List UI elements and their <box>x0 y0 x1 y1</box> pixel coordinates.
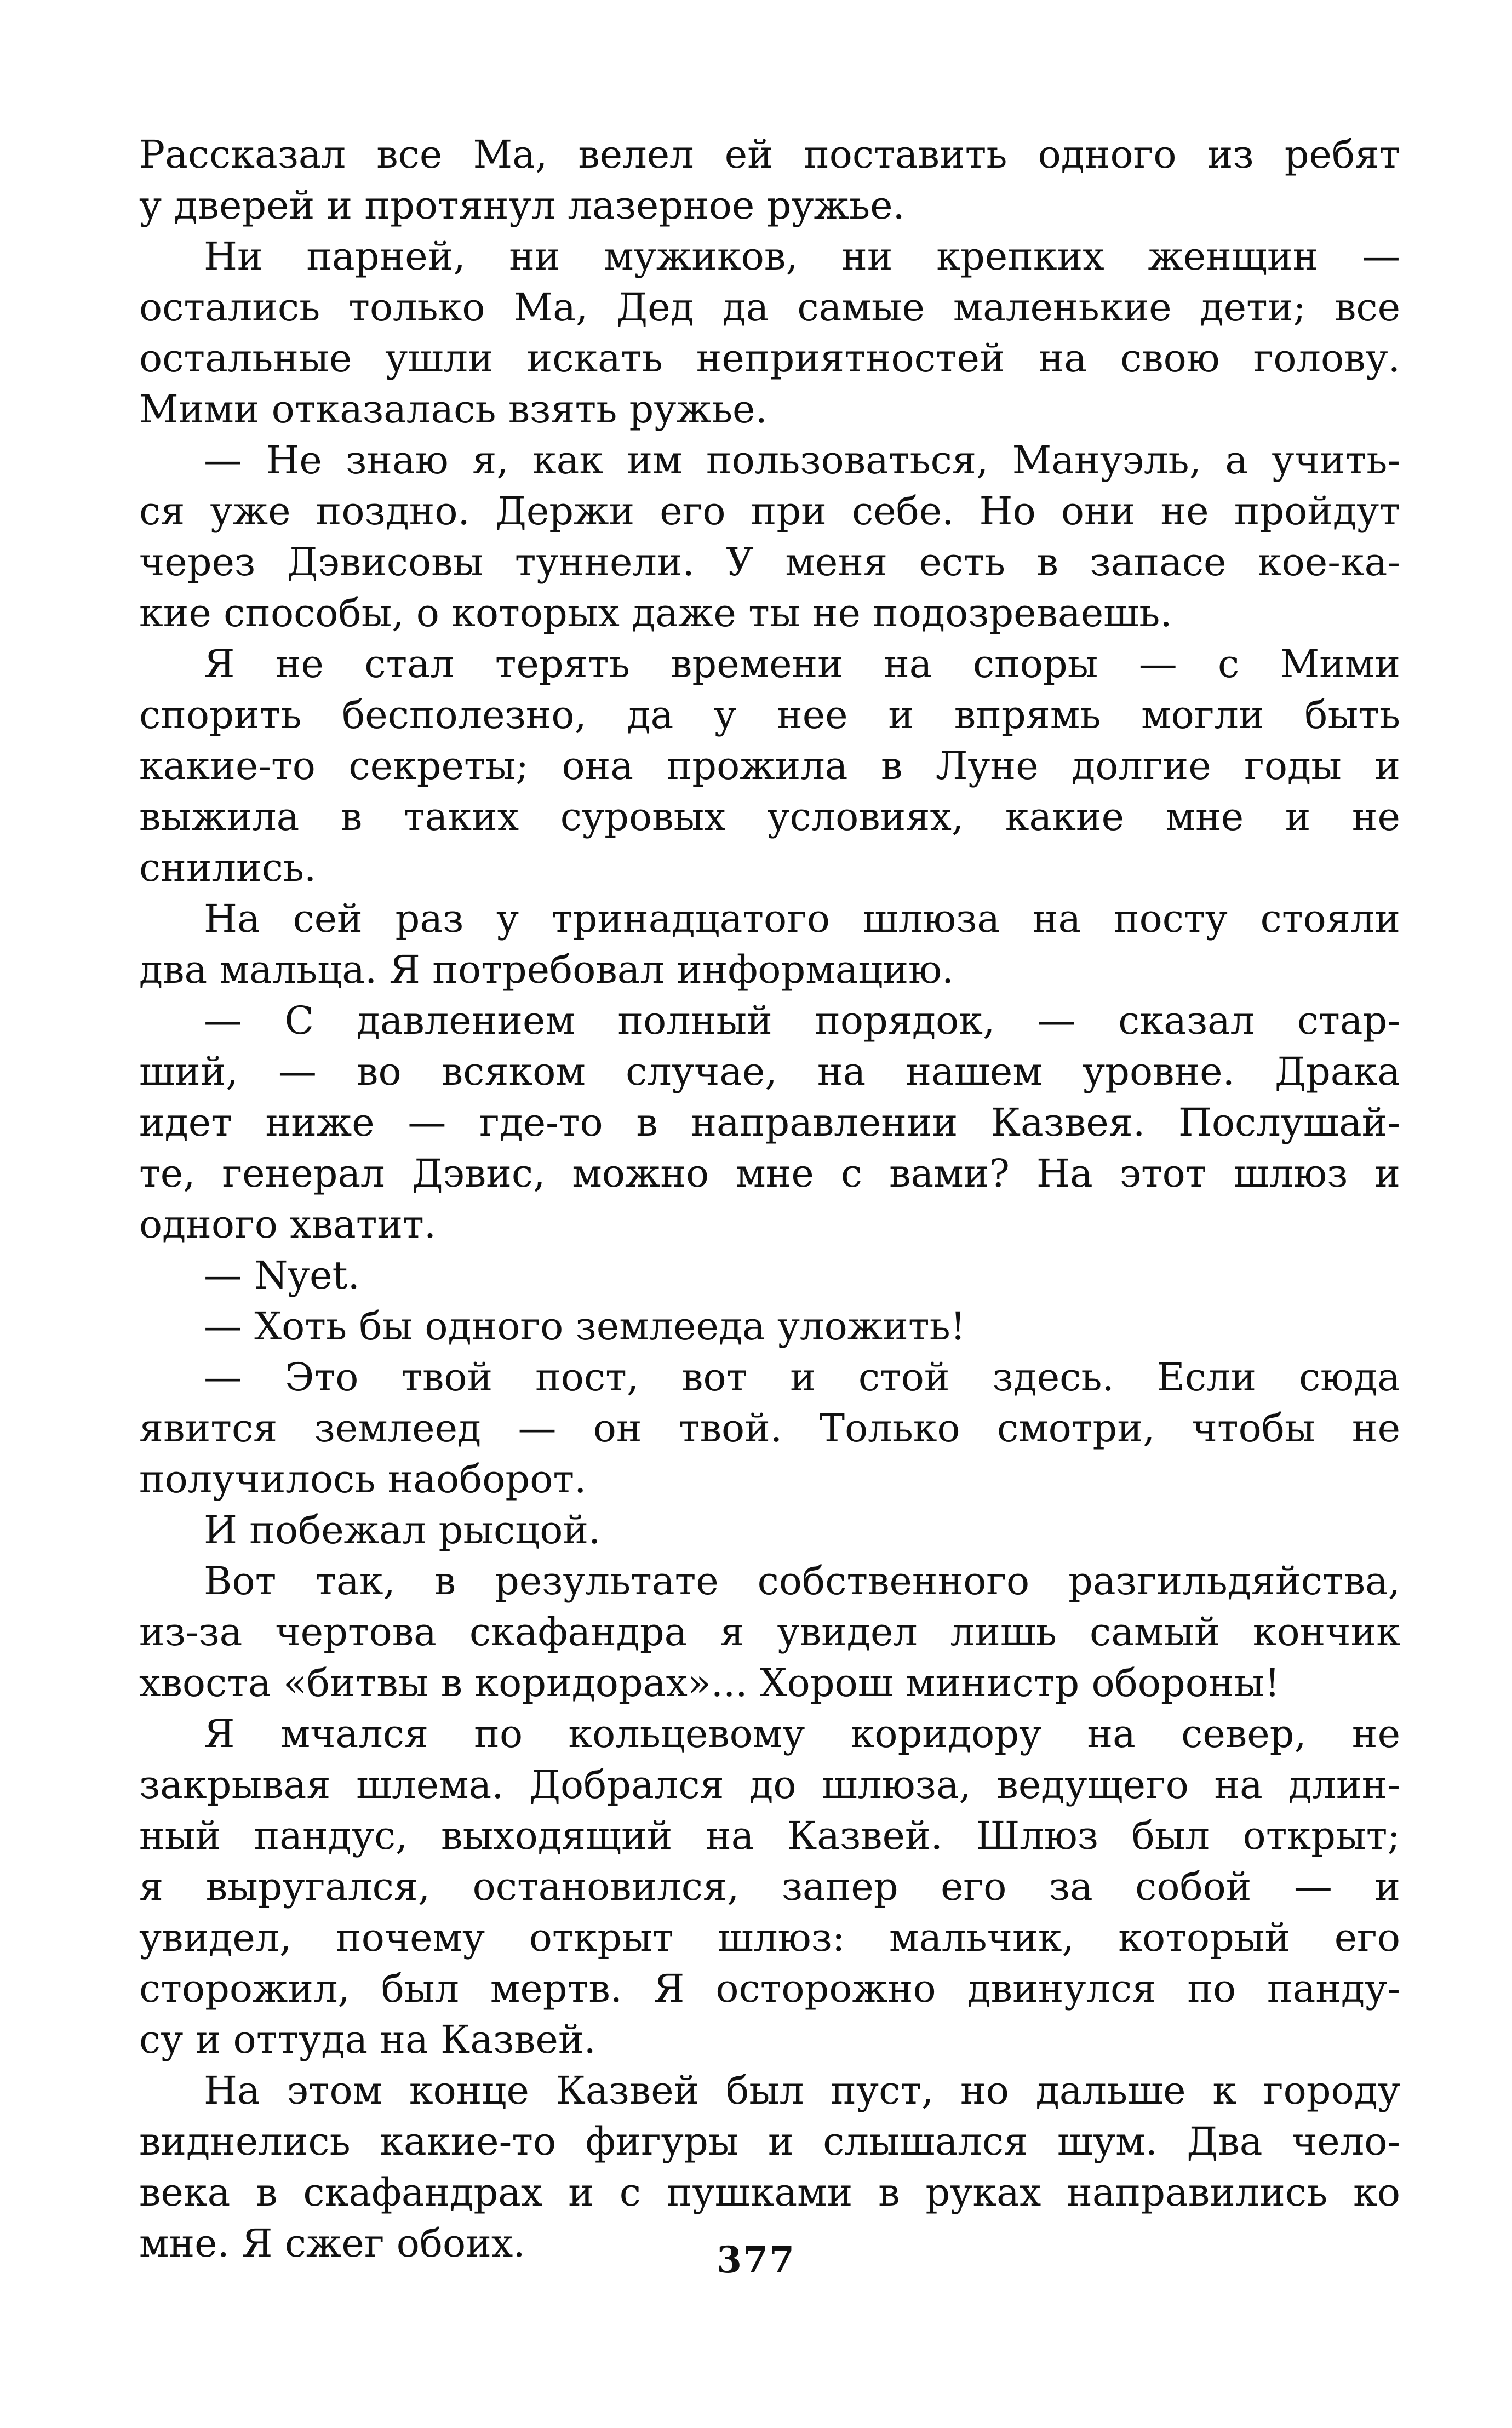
text-line: через Дэвисовы туннели. У меня есть в запасе кое-ка- <box>139 540 1400 585</box>
text-line: какие-то секреты; она прожила в Луне долгие годы и <box>139 743 1400 788</box>
text-line: спорить бесполезно, да у нее и впрямь могли быть <box>139 692 1400 737</box>
text-line: одного хватит. <box>139 1202 437 1247</box>
text-line: ся уже поздно. Держи его при себе. Но они не пройдут <box>139 489 1400 534</box>
text-line: ный пандус, выходящий на Казвей. Шлюз был открыт; <box>139 1813 1400 1858</box>
text-line: снились. <box>139 845 317 890</box>
text-line: Я мчался по кольцевому коридору на север, не <box>204 1711 1400 1756</box>
text-line: Рассказал все Ма, велел ей поставить одного из ребят <box>139 132 1400 177</box>
text-line: явится землеед — он твой. Только смотри, чтобы не <box>139 1406 1400 1451</box>
text-line: И побежал рысцой. <box>204 1508 601 1553</box>
text-line: Вот так, в результате собственного разгильдяйства, <box>204 1559 1400 1604</box>
text-line: Ни парней, ни мужиков, ни крепких женщин — <box>204 234 1400 279</box>
text-line: — Хоть бы одного землееда уложить! <box>204 1304 966 1349</box>
text-line: — Nyet. <box>204 1253 360 1298</box>
text-line: те, генерал Дэвис, можно мне с вами? На этот шлюз и <box>139 1151 1400 1196</box>
text-line: ший, — во всяком случае, на нашем уровне. Драка <box>139 1049 1400 1094</box>
text-line: века в скафандрах и с пушками в руках направились ко <box>139 2170 1400 2215</box>
text-line: су и оттуда на Казвей. <box>139 2017 596 2062</box>
text-line: у дверей и протянул лазерное ружье. <box>139 183 905 228</box>
text-line: остались только Ма, Дед да самые маленькие дети; все <box>139 285 1400 330</box>
page-text <box>139 129 1400 2269</box>
text-line: На сей раз у тринадцатого шлюза на посту стояли <box>204 896 1400 941</box>
text-line: увидел, почему открыт шлюз: мальчик, который его <box>139 1915 1400 1960</box>
text-line: мне. Я сжег обоих. <box>139 2221 525 2266</box>
text-line: сторожил, был мертв. Я осторожно двинулся по панду- <box>139 1966 1400 2011</box>
text-line: — Не знаю я, как им пользоваться, Мануэль, а учить- <box>204 438 1400 483</box>
text-line: получилось наоборот. <box>139 1457 587 1502</box>
text-line: хвоста «битвы в коридорах»... Хорош министр обороны! <box>139 1660 1280 1705</box>
text-line: Я не стал терять времени на споры — с Мими <box>204 642 1400 686</box>
text-line: идет ниже — где-то в направлении Казвея. Послушай- <box>139 1100 1400 1145</box>
page-number: 377 <box>717 2238 795 2281</box>
text-line: На этом конце Казвей был пуст, но дальше к городу <box>204 2068 1400 2113</box>
text-line: остальные ушли искать неприятностей на свою голову. <box>139 336 1400 381</box>
text-line: из-за чертова скафандра я увидел лишь самый кончик <box>139 1610 1400 1654</box>
text-line: два мальца. Я потребовал информацию. <box>139 947 954 992</box>
text-line: я выругался, остановился, запер его за собой — и <box>139 1864 1400 1909</box>
text-line: выжила в таких суровых условиях, какие мне и не <box>139 794 1400 839</box>
text-line: Мими отказалась взять ружье. <box>139 387 768 432</box>
text-line: закрывая шлема. Добрался до шлюза, ведущего на длин- <box>139 1762 1400 1807</box>
text-line: — С давлением полный порядок, — сказал стар- <box>204 998 1400 1043</box>
text-line: — Это твой пост, вот и стой здесь. Если сюда <box>204 1355 1400 1400</box>
text-line: кие способы, о которых даже ты не подозреваешь. <box>139 591 1172 635</box>
text-line: виднелись какие-то фигуры и слышался шум. Два чело- <box>139 2119 1400 2164</box>
